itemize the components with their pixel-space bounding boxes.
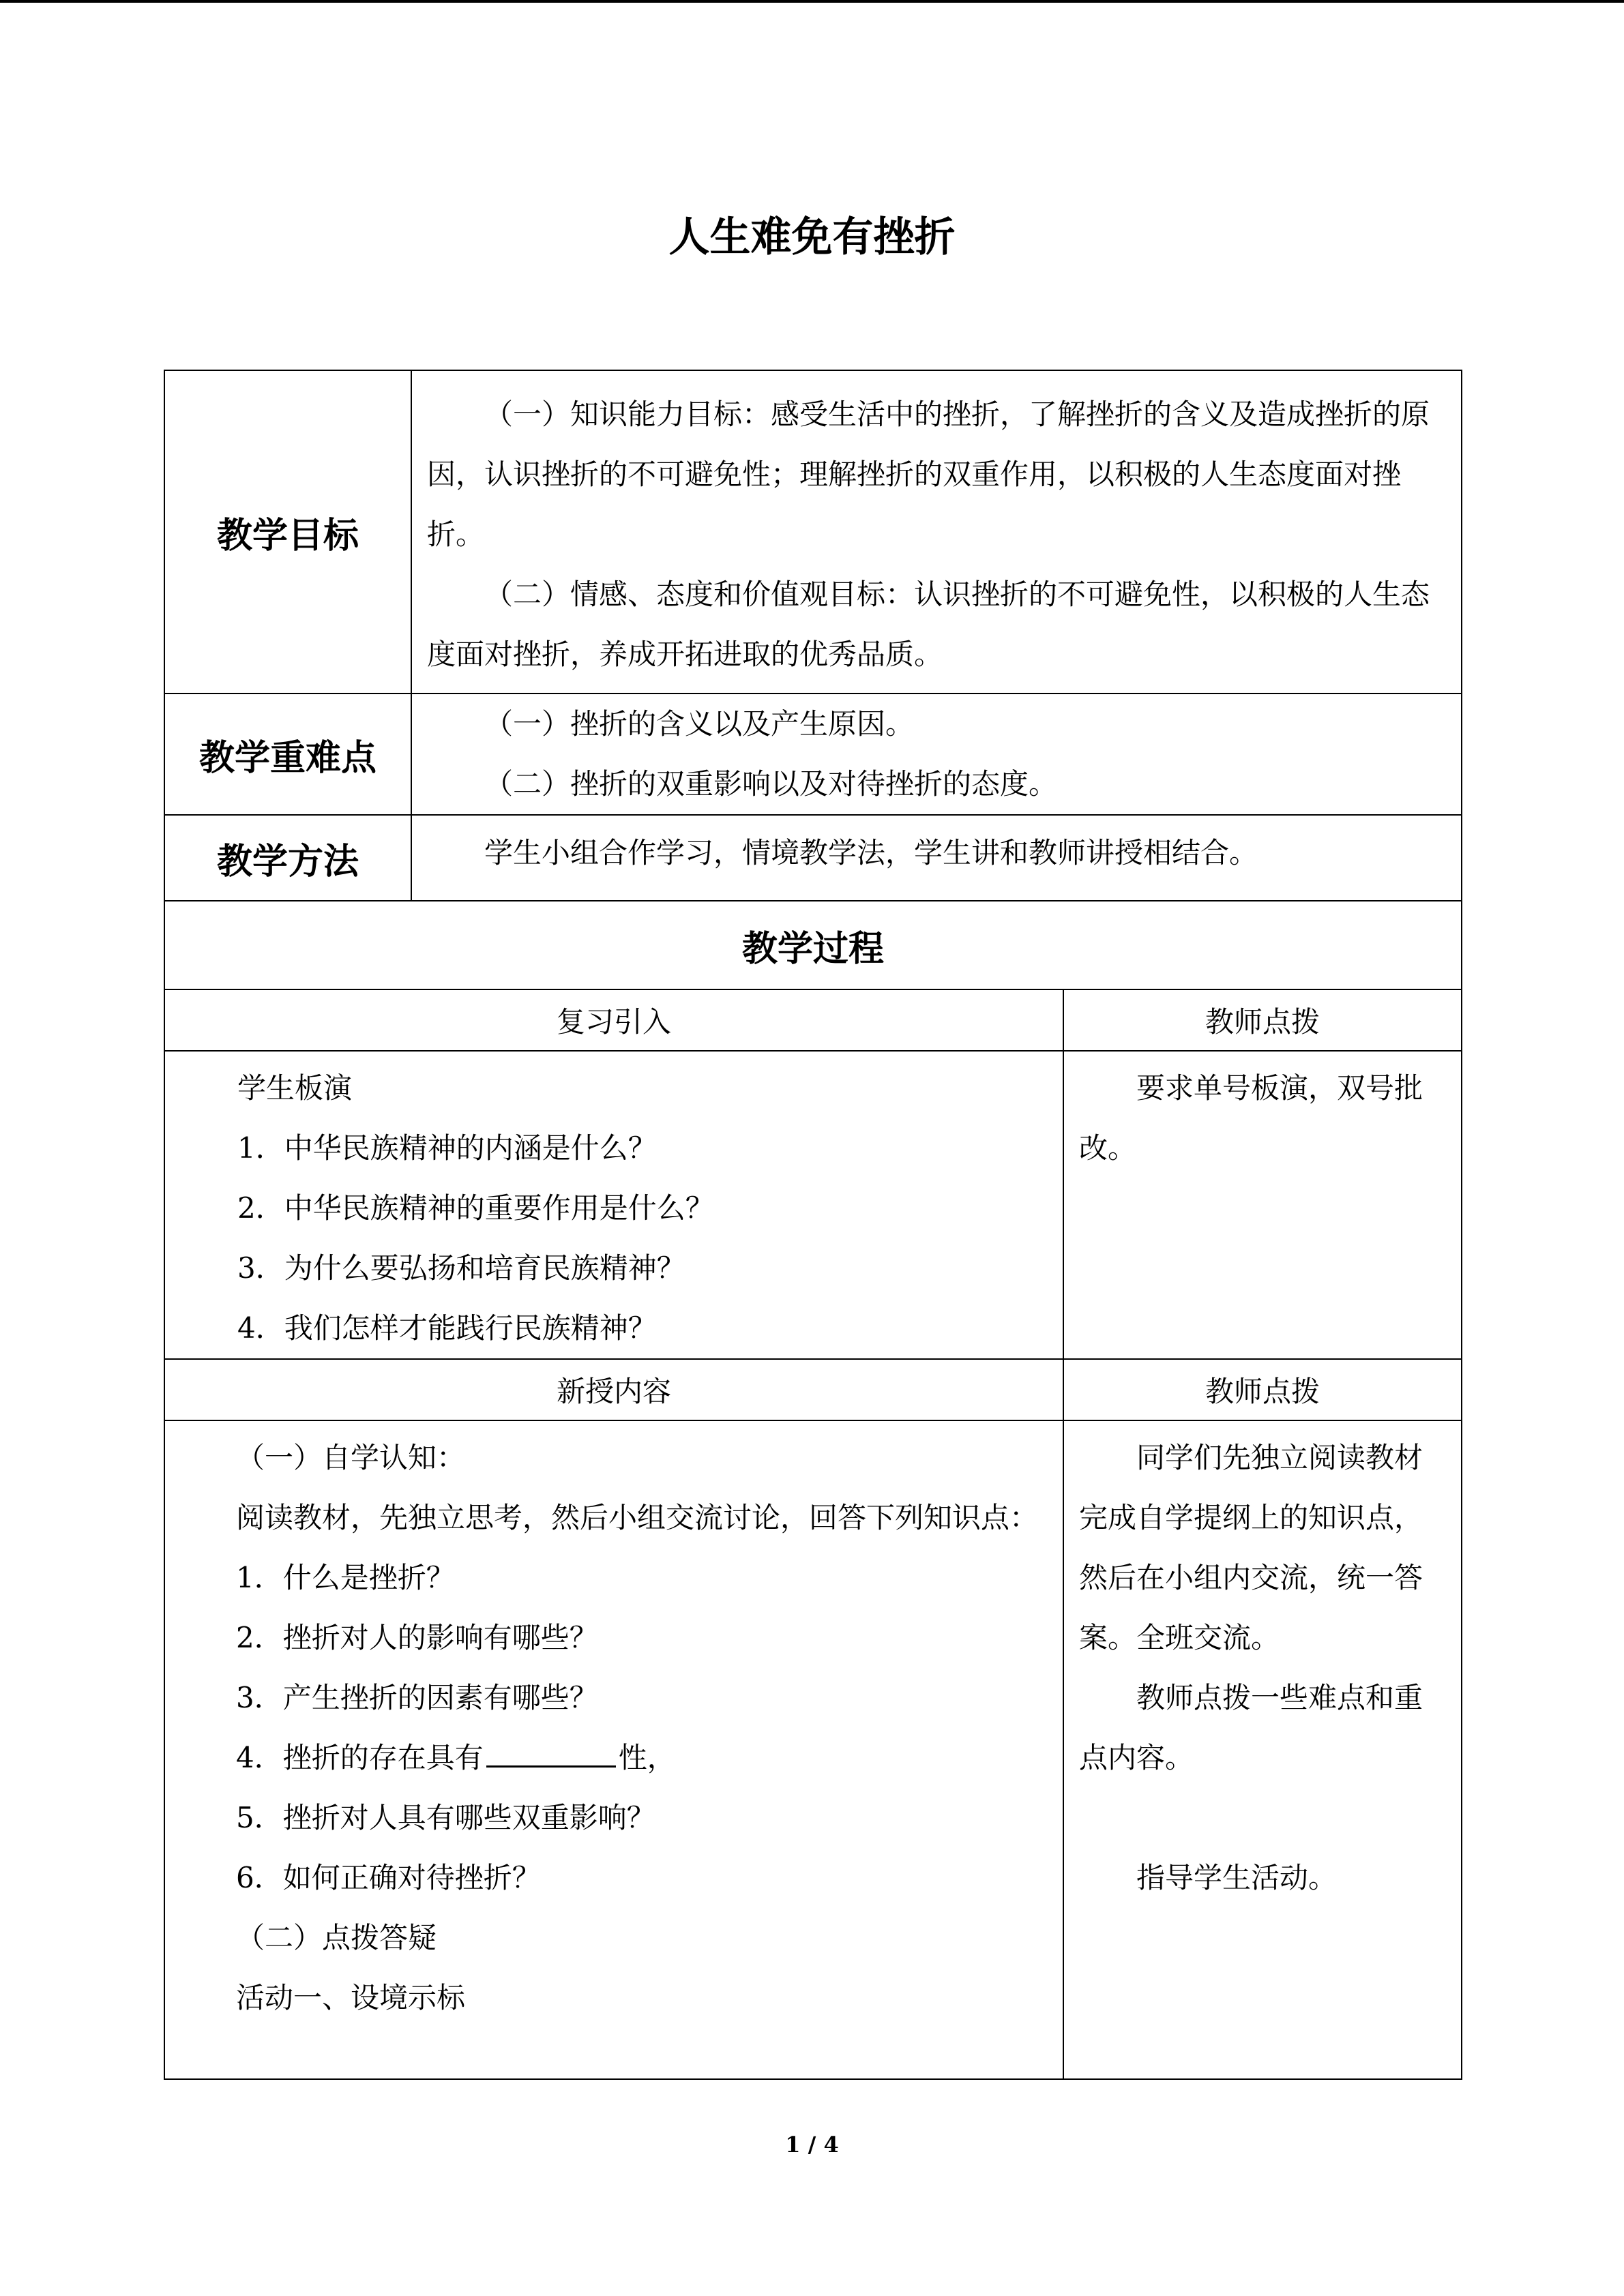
knowledge-question: 6．如何正确对待挫折？ (236, 1861, 541, 1894)
review-header: 复习引入 (164, 989, 1063, 1051)
review-question: 1．中华民族精神的内涵是什么？ (237, 1131, 657, 1165)
methods-row (164, 815, 1462, 901)
new-content-body (164, 1420, 1063, 2079)
knowledge-question-fill-blank (179, 1728, 1049, 1788)
top-border-line (0, 0, 1624, 3)
new-content-header: 新授内容 (164, 1359, 1063, 1420)
objectives-content (411, 370, 1462, 694)
process-heading-row (164, 901, 1462, 989)
key-points-content (411, 694, 1462, 815)
fill-in-blank (486, 1737, 616, 1768)
key-points-row (164, 694, 1462, 815)
review-content-row (164, 1051, 1462, 1359)
methods-text: 学生小组合作学习，情境教学法，学生讲和教师讲授相结合。 (484, 836, 1258, 869)
new-content-teacher-notes (1063, 1420, 1462, 2079)
objective-paragraph: （一）知识能力目标：感受生活中的挫折，了解挫折的含义及造成挫折的原因，认识挫折的不可避免性；理解挫折的双重作用，以积极的人生态度面对挫折。 (427, 398, 1430, 551)
methods-content (411, 815, 1462, 901)
review-teacher-header: 教师点拨 (1063, 989, 1462, 1051)
key-point-line: （一）挫折的含义以及产生原因。 (484, 707, 915, 741)
lesson-plan-table (164, 370, 1462, 2080)
q4-prefix: 4．挫折的存在具有 (236, 1741, 484, 1774)
review-content (164, 1051, 1063, 1359)
q4-suffix: 性， (618, 1741, 676, 1774)
teacher-note: 指导学生活动。 (1136, 1861, 1338, 1894)
objectives-label: 教学目标 (164, 370, 411, 694)
review-header-row (164, 989, 1462, 1051)
knowledge-question: 1．什么是挫折？ (236, 1561, 455, 1594)
objectives-row (164, 370, 1462, 694)
knowledge-question: 5．挫折对人具有哪些双重影响？ (236, 1801, 655, 1834)
activity-title: 活动一、设境示标 (236, 1981, 466, 2014)
key-point-line: （二）挫折的双重影响以及对待挫折的态度。 (484, 767, 1058, 801)
page-number: 1 / 4 (785, 2132, 839, 2158)
teacher-note: 同学们先独立阅读教材完成自学提纲上的知识点，然后在小组内交流，统一答案。全班交流。 (1079, 1441, 1423, 1654)
new-content-row (164, 1420, 1462, 2079)
answer-section-title: （二）点拨答疑 (236, 1921, 437, 1954)
review-question: 2．中华民族精神的重要作用是什么？ (237, 1191, 714, 1225)
methods-label: 教学方法 (164, 815, 411, 901)
new-content-header-row (164, 1359, 1462, 1420)
knowledge-question: 2．挫折对人的影响有哪些？ (236, 1621, 598, 1654)
review-teacher-note-cell (1063, 1051, 1462, 1359)
self-study-instruction: 阅读教材，先独立思考，然后小组交流讨论，回答下列知识点： (236, 1501, 1039, 1534)
page-title: 人生难免有挫折 (668, 213, 956, 261)
review-teacher-note: 要求单号板演，双号批改。 (1079, 1071, 1423, 1165)
objective-paragraph: （二）情感、态度和价值观目标：认识挫折的不可避免性，以积极的人生态度面对挫折，养成开拓进取的优秀品质。 (427, 578, 1430, 671)
review-question: 4．我们怎样才能践行民族精神？ (237, 1311, 657, 1345)
review-question: 3．为什么要弘扬和培育民族精神？ (237, 1251, 685, 1285)
process-heading: 教学过程 (164, 901, 1462, 989)
teacher-note: 教师点拨一些难点和重点内容。 (1079, 1681, 1423, 1774)
new-content-teacher-header: 教师点拨 (1063, 1359, 1462, 1420)
review-intro: 学生板演 (237, 1071, 353, 1105)
knowledge-question: 3．产生挫折的因素有哪些？ (236, 1681, 598, 1714)
self-study-title: （一）自学认知： (236, 1441, 466, 1474)
key-points-label: 教学重难点 (164, 694, 411, 815)
